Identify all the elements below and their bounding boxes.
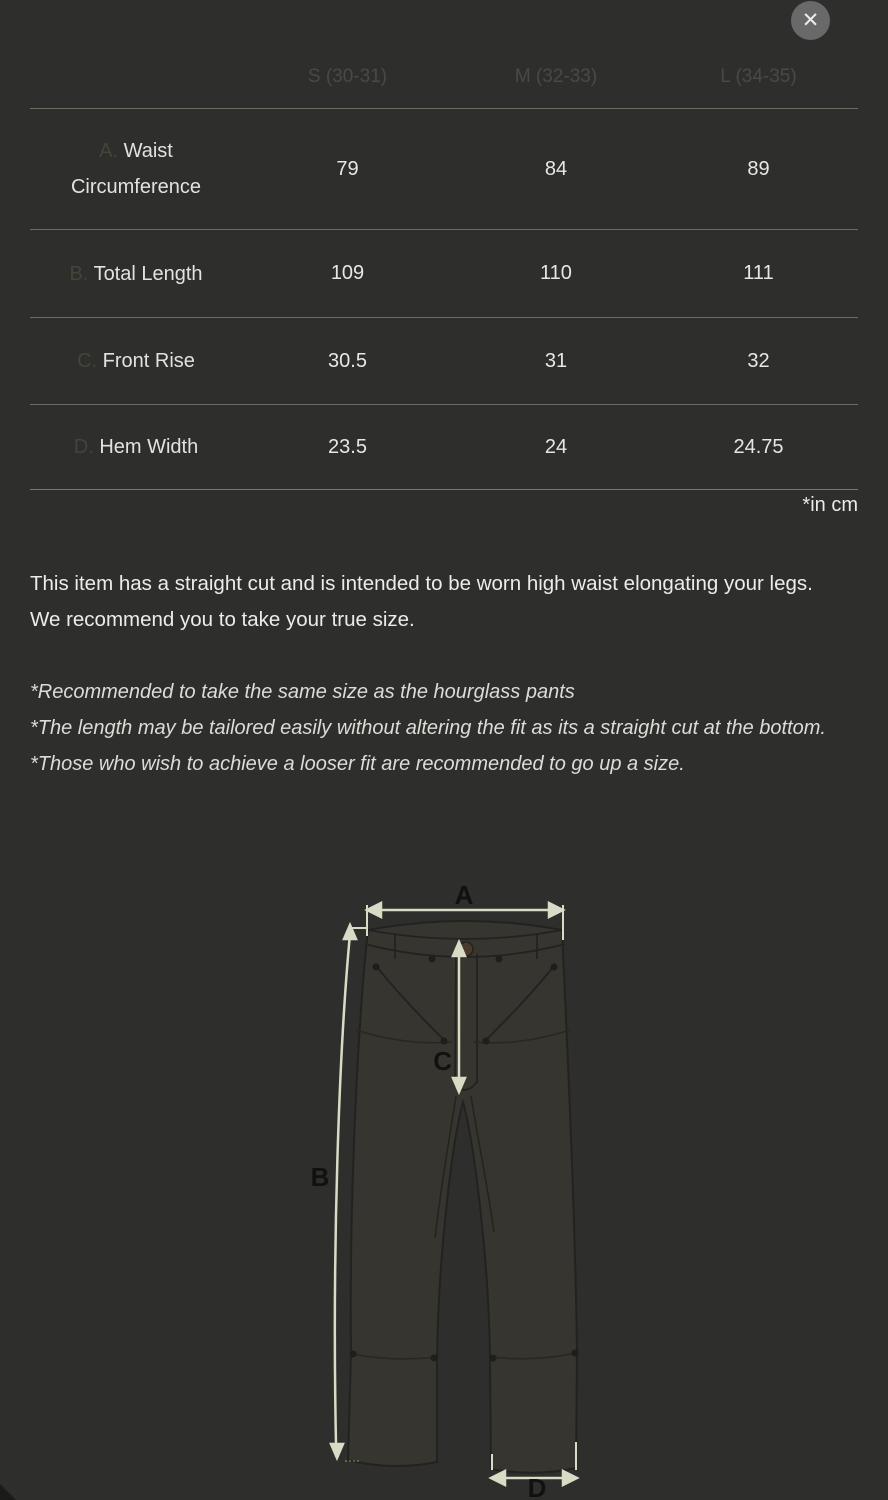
pants-silhouette [348, 921, 577, 1473]
row-label: Waist Circumference [70, 140, 202, 198]
diagram-label-c: C [433, 1046, 452, 1076]
table-row-hem [30, 404, 858, 490]
diagram-label-a: A [454, 880, 474, 910]
cell-value: 32 [747, 349, 770, 372]
header-size-m: M (32-33) [514, 65, 598, 87]
cell-value: 30.5 [328, 349, 367, 372]
diagram-label-b: B [310, 1162, 330, 1192]
note-line: *Recommended to take the same size as the hourglass pants [30, 681, 575, 703]
size-table [30, 45, 858, 490]
header-size-l: L (34-35) [720, 65, 797, 87]
table-row-length [30, 229, 858, 317]
unit-note: *in cm [802, 494, 858, 516]
close-button[interactable] [791, 1, 830, 40]
cell-value: 31 [544, 349, 568, 372]
table-row-waist [30, 108, 858, 229]
note-line: *Those who wish to achieve a looser fit are recommended to go up a size. [30, 753, 685, 775]
cell-value: 23.5 [328, 435, 367, 458]
cell-value: 24.75 [733, 435, 784, 458]
row-label: Hem Width [99, 436, 199, 458]
note-line: *The length may be tailored easily without altering the fit as its a straight cut at the bottom. [30, 717, 826, 739]
fit-description: This item has a straight cut and is intended to be worn high waist elongating your legs. We recommend you to take your true size. [30, 572, 813, 632]
row-prefix: A. [99, 140, 119, 162]
row-label: Total Length [93, 262, 203, 285]
row-prefix: D. [73, 436, 94, 458]
cell-value: 110 [540, 262, 572, 284]
pants-measurement-diagram [0, 880, 888, 1500]
cell-value: 84 [544, 157, 568, 180]
row-prefix: C. [77, 350, 98, 372]
row-label-cell [30, 343, 242, 379]
row-prefix: B. [69, 262, 89, 285]
cell-value: 109 [330, 262, 365, 284]
cell-value: 79 [336, 157, 359, 180]
header-size-s: S (30-31) [307, 65, 388, 87]
row-label: Front Rise [102, 350, 195, 372]
row-label-cell [30, 256, 242, 292]
corner-artifact [0, 1484, 16, 1500]
fit-notes [30, 674, 852, 782]
row-label-cell [30, 429, 242, 465]
cell-value: 24 [544, 435, 568, 458]
close-icon: ✕ [801, 9, 820, 32]
diagram-label-d: D [527, 1473, 547, 1500]
size-table-header [30, 45, 858, 108]
row-label-cell [30, 133, 242, 205]
cell-value: 111 [743, 262, 774, 284]
table-row-rise [30, 317, 858, 404]
cell-value: 89 [747, 157, 770, 180]
